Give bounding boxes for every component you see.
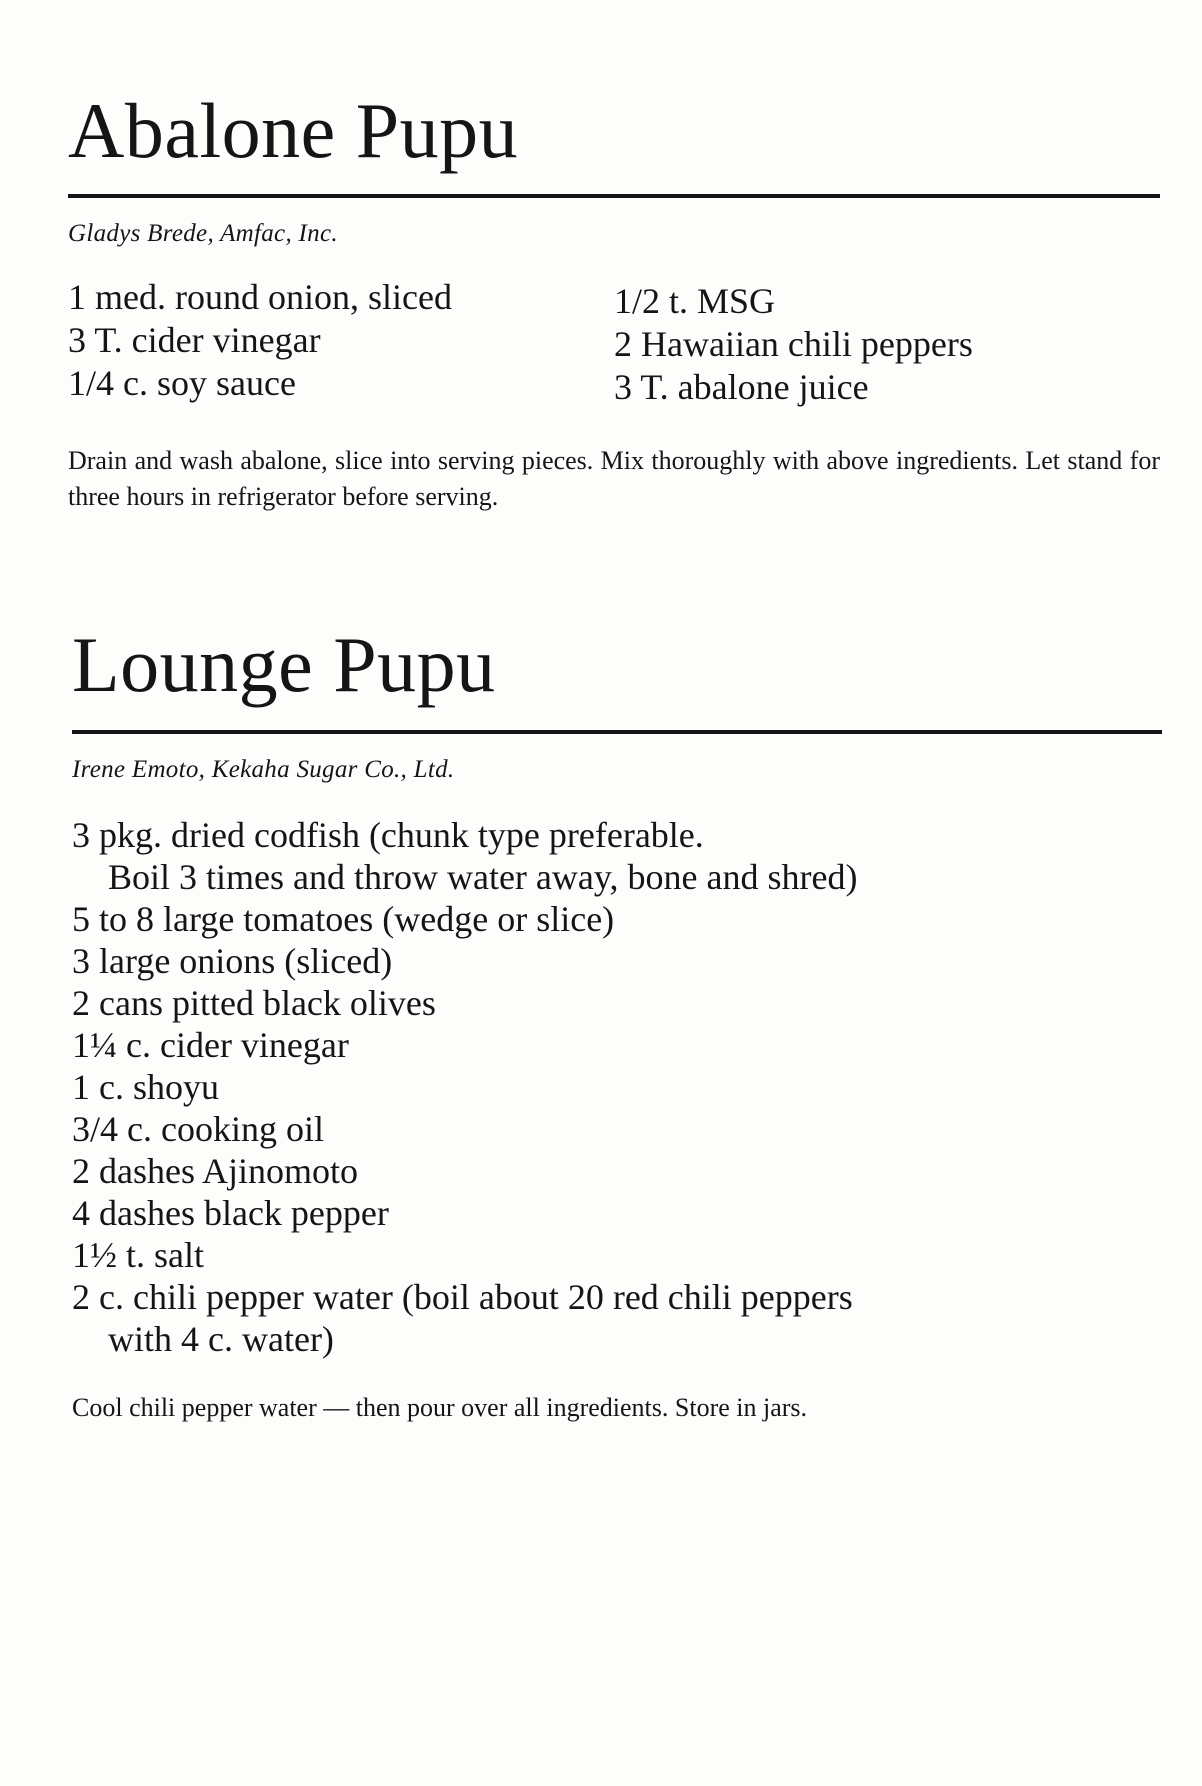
ingredient-item: 1/4 c. soy sauce — [68, 363, 296, 403]
ingredient-item: 3 T. cider vinegar — [68, 320, 321, 360]
recipe-author: Irene Emoto, Kekaha Sugar Co., Ltd. — [72, 756, 455, 783]
ingredient-item: 2 dashes Ajinomoto — [72, 1151, 358, 1191]
ingredient-item: 2 cans pitted black olives — [72, 983, 436, 1023]
title-rule — [72, 730, 1162, 734]
ingredient-item: 1 c. shoyu — [72, 1067, 219, 1107]
ingredient-columns — [68, 276, 1160, 409]
recipe-instructions: Drain and wash abalone, slice into serving pieces. Mix thoroughly with above ingredients. Let stand for three hours in refrigerator before serving. — [68, 446, 1160, 511]
ingredient-column-right — [614, 276, 973, 409]
ingredient-item: 4 dashes black pepper — [72, 1193, 389, 1233]
ingredient-item: 3/4 c. cooking oil — [72, 1109, 324, 1149]
ingredient-column-left — [68, 276, 614, 409]
recipe-author: Gladys Brede, Amfac, Inc. — [68, 220, 338, 247]
ingredient-item-continuation: Boil 3 times and throw water away, bone and shred) — [108, 857, 858, 897]
recipe-title: Lounge Pupu — [72, 621, 496, 708]
recipe-lounge-pupu — [72, 621, 1162, 1452]
ingredient-item: 2 c. chili pepper water (boil about 20 red chili peppers — [72, 1277, 853, 1317]
recipe-abalone-pupu — [68, 87, 1160, 541]
ingredient-item: 3 large onions (sliced) — [72, 941, 393, 981]
recipe-instructions: Cool chili pepper water — then pour over all ingredients. Store in jars. — [72, 1393, 808, 1422]
ingredient-item: 3 T. abalone juice — [614, 367, 869, 407]
ingredient-item: 2 Hawaiian chili peppers — [614, 324, 973, 364]
ingredient-item: 1/2 t. MSG — [614, 281, 776, 321]
ingredient-item: 1 med. round onion, sliced — [68, 277, 452, 317]
ingredient-item: 3 pkg. dried codfish (chunk type preferable. — [72, 815, 704, 855]
ingredient-item-continuation: with 4 c. water) — [108, 1319, 334, 1359]
ingredient-item: 1½ t. salt — [72, 1235, 204, 1275]
ingredient-item: 1¼ c. cider vinegar — [72, 1025, 349, 1065]
title-rule — [68, 194, 1160, 198]
recipe-title: Abalone Pupu — [68, 87, 519, 174]
ingredient-item: 5 to 8 large tomatoes (wedge or slice) — [72, 899, 615, 939]
ingredient-list — [72, 814, 1162, 1360]
